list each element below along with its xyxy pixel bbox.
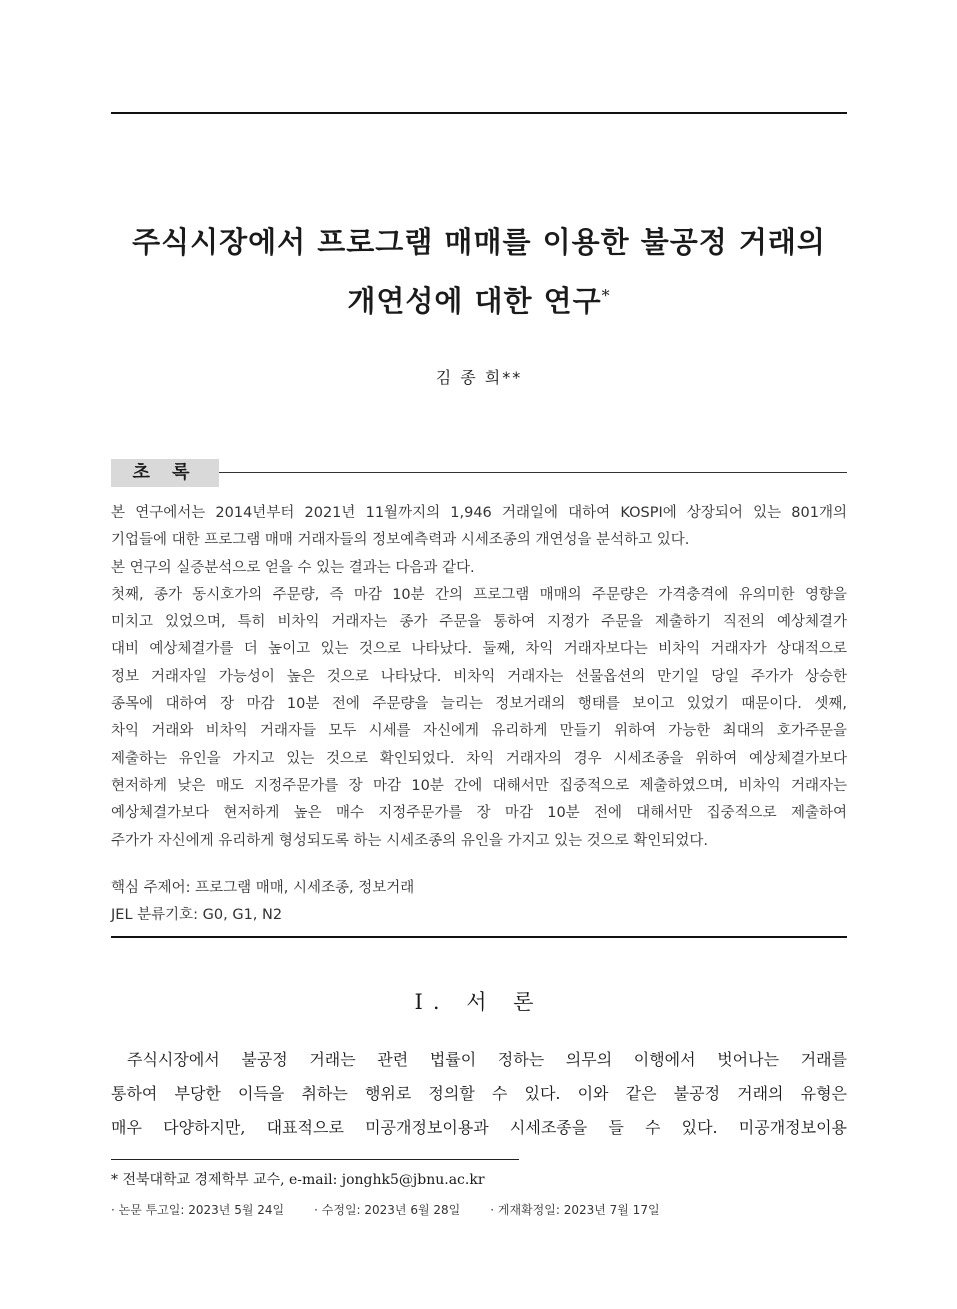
abstract-line: 예상체결가보다 현저하게 높은 매수 지정주문가를 장 마감 10분 전에 대해서만 집중적으로 제출하여 xyxy=(111,805,847,822)
date-accepted: · 게재확정일: 2023년 7월 17일 xyxy=(490,1203,660,1217)
abstract-label: 초 록 xyxy=(111,459,219,487)
publication-dates xyxy=(111,1198,847,1222)
abstract-header xyxy=(111,459,847,487)
abstract-line: 본 연구의 실증분석으로 얻을 수 있는 결과는 다음과 같다. xyxy=(111,559,475,576)
keywords-block xyxy=(111,875,847,929)
date-revised: · 수정일: 2023년 6월 28일 xyxy=(314,1203,461,1217)
abstract-line: 기업들에 대한 프로그램 매매 거래자들의 정보예측력과 시세조종의 개연성을 분석하고 있다. xyxy=(111,532,690,549)
abstract-end-rule xyxy=(111,936,847,938)
intro-line: 주식시장에서 불공정 거래는 관련 법률이 정하는 의무의 이행에서 벗어나는 거래를 xyxy=(127,1050,847,1069)
abstract-line: 현저하게 낮은 매도 지정주문가를 장 마감 10분 간에 대해서만 집중적으로 제출하였으며, 비차익 거래자는 xyxy=(111,777,847,794)
abstract-rule xyxy=(219,472,847,473)
abstract-line: 본 연구에서는 2014년부터 2021년 11월까지의 1,946 거래일에 대하여 KOSPI에 상장되어 있는 801개의 xyxy=(111,505,847,521)
abstract-line: 주가가 자신에게 유리하게 형성되도록 하는 시세조종의 유인을 가지고 있는 것으로 확인되었다. xyxy=(111,832,708,849)
abstract-body xyxy=(111,500,847,855)
abstract-line: 미치고 있었으며, 특히 비차익 거래자는 종가 주문을 통하여 지정가 주문을 제출하기 직전의 예상체결가 xyxy=(111,614,847,631)
paper-title-line2-text: 개연성에 대한 연구 xyxy=(347,284,602,318)
author-name: 김 종 희** xyxy=(435,368,523,387)
title-footnote-mark: * xyxy=(601,286,611,305)
abstract-line: 첫째, 종가 동시호가의 주문량, 즉 마감 10분 간의 프로그램 매매의 주문량은 가격충격에 유의미한 영향을 xyxy=(111,586,847,603)
jel-codes: JEL 분류기호: G0, G1, N2 xyxy=(111,907,283,923)
top-rule xyxy=(111,112,847,114)
paper-title-line2 xyxy=(111,268,847,329)
author-footnote: * 전북대학교 경제학부 교수, e-mail: jonghk5@jbnu.ac.kr xyxy=(111,1172,485,1188)
intro-line: 통하여 부당한 이득을 취하는 행위로 정의할 수 있다. 이와 같은 불공정 거래의 유형은 xyxy=(111,1084,847,1103)
intro-body xyxy=(111,1043,847,1145)
abstract-line: 차익 거래와 비차익 거래자들 모두 시세를 자신에게 유리하게 만들기 위하여 가능한 최대의 호가주문을 xyxy=(111,723,847,740)
abstract-line: 정보 거래자일 가능성이 높은 것으로 나타났다. 비차익 거래자는 선물옵션의 만기일 당일 주가가 상승한 xyxy=(111,668,847,685)
keywords: 핵심 주제어: 프로그램 매매, 시세조종, 정보거래 xyxy=(111,880,415,896)
date-submitted: · 논문 투고일: 2023년 5월 24일 xyxy=(111,1203,285,1217)
section-heading: Ⅰ. 서 론 xyxy=(414,990,544,1014)
abstract-line: 종목에 대하여 장 마감 10분 전에 주문량을 늘리는 정보거래의 행태를 보이고 있었기 때문이다. 셋째, xyxy=(111,696,847,713)
abstract-line: 대비 예상체결가를 더 높이고 있는 것으로 나타났다. 둘째, 차익 거래자보다는 비차익 거래자가 상대적으로 xyxy=(111,641,847,658)
paper-title-line1: 주식시장에서 프로그램 매매를 이용한 불공정 거래의 xyxy=(132,225,826,259)
intro-line: 매우 다양하지만, 대표적으로 미공개정보이용과 시세조종을 들 수 있다. 미공개정보이용 xyxy=(111,1118,847,1137)
abstract-line: 제출하는 유인을 가지고 있는 것으로 확인되었다. 차익 거래자의 경우 시세조종을 위하여 예상체결가보다 xyxy=(111,750,847,767)
footnote-rule xyxy=(111,1159,519,1160)
